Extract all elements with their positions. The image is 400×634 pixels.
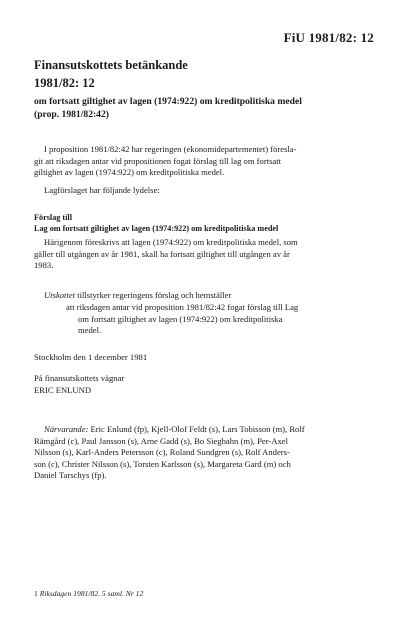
subject-line: om fortsatt giltighet av lagen (1974:922) om kreditpolitiska medel: [34, 96, 302, 107]
report-title: Finansutskottets betänkande: [34, 58, 188, 72]
on-behalf-line: På finansutskottets vägnar: [34, 373, 125, 383]
report-subject: [34, 95, 374, 121]
present-members: [34, 424, 374, 482]
proposal-text: [34, 237, 374, 272]
present-line: son (c), Christer Nilsson (s), Torsten Karlsson (s), Margareta Gard (m) och: [34, 458, 291, 469]
present-line: Nilsson (s), Karl-Anders Petersson (c), Roland Sundgren (s), Rolf Anders-: [34, 447, 290, 458]
subject-line: (prop. 1981/82:42): [34, 109, 109, 120]
present-label: Närvarande:: [44, 424, 89, 434]
document-code: FiU 1981/82: 12: [283, 30, 374, 45]
page-footer: [34, 589, 143, 598]
paragraph-line: giltighet av lagen (1974:922) om kreditpolitiska medel.: [34, 167, 225, 178]
paragraph-line: gäller till utgången av år 1981, skall ha fortsatt giltighet till utgången av år: [34, 248, 290, 259]
motion-block: [66, 302, 384, 337]
footer-page-number: 1: [34, 589, 38, 598]
motion-line: medel.: [78, 325, 102, 336]
present-line: Närvarande: Eric Enlund (fp), Kjell-Olof Feldt (s), Lars Tobisson (m), Rolf: [44, 424, 305, 434]
present-line: Rämgård (c), Paul Jansson (s), Arne Gadd (s), Bo Siegbahn (m), Per-Axel: [34, 435, 289, 446]
report-number: 1981/82: 12: [34, 76, 95, 90]
proposal-heading: [34, 212, 384, 234]
committee-label: Utskottet: [44, 290, 76, 300]
paragraph-line: 1983.: [34, 260, 54, 271]
present-line: Daniel Tarschys (fp).: [34, 470, 107, 481]
committee-statement-text: tillstyrker regeringens förslag och hemställer: [75, 290, 232, 300]
paragraph-line: Härigenom föreskrivs att lagen (1974:922) om kreditpolitiska medel, som: [44, 237, 298, 247]
place-date: Stockholm den 1 december 1981: [34, 352, 148, 362]
paragraph-line: git att riksdagen antar vid propositionen fogat förslag till lag om fortsatt: [34, 155, 282, 166]
intro-paragraph: [34, 144, 374, 179]
proposal-heading-line: Lag om fortsatt giltighet av lagen (1974:922) om kreditpolitiska medel: [34, 224, 279, 233]
motion-line: om fortsatt giltighet av lagen (1974:922) om kreditpolitiska: [78, 313, 283, 324]
committee-statement: [44, 290, 384, 302]
lead-in-paragraph: Lagförslaget har följande lydelse:: [44, 185, 160, 195]
proposal-heading-line: Förslag till: [34, 213, 72, 222]
motion-line: att riksdagen antar vid proposition 1981/82:42 fogat förslag till Lag: [66, 302, 299, 312]
footer-text: Riksdagen 1981/82. 5 saml. Nr 12: [39, 589, 144, 598]
signatory-name: ERIC ENLUND: [34, 385, 92, 395]
paragraph-line: I proposition 1981/82:42 har regeringen (ekonomidepartementet) föresla-: [44, 144, 297, 154]
